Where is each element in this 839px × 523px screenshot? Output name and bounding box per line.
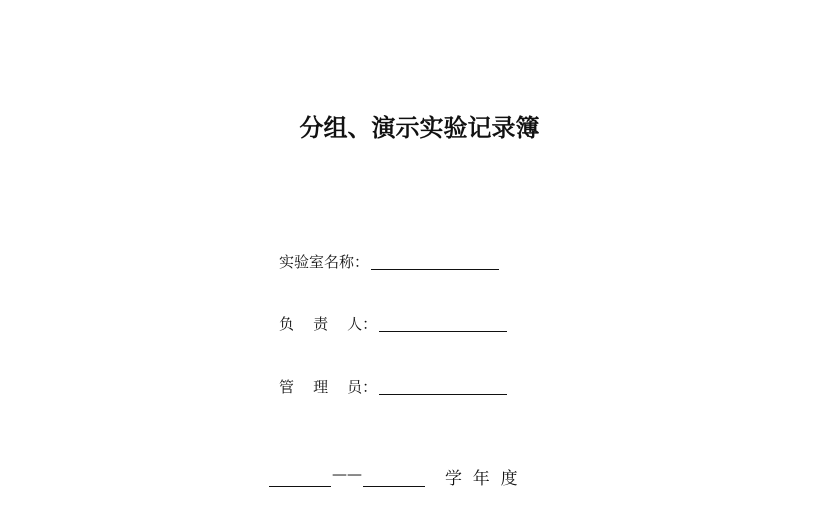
field-administrator — [279, 375, 507, 397]
field-administrator-label: 管 理 员： — [279, 378, 378, 396]
field-person-in-charge-label: 负 责 人： — [279, 315, 378, 333]
year-start-blank[interactable] — [269, 486, 331, 487]
document-title: 分组、演示实验记录簿 — [299, 113, 540, 142]
field-person-in-charge — [279, 312, 507, 334]
field-lab-name-blank[interactable] — [371, 269, 499, 270]
academic-year-label: 学 年 度 — [445, 469, 518, 489]
field-lab-name — [279, 250, 499, 272]
academic-year-row — [269, 466, 518, 490]
field-administrator-blank[interactable] — [379, 394, 507, 395]
field-person-in-charge-blank[interactable] — [379, 331, 507, 332]
field-lab-name-label: 实验室名称： — [279, 253, 370, 271]
year-end-blank[interactable] — [363, 486, 425, 487]
year-dash: —— — [332, 465, 362, 483]
